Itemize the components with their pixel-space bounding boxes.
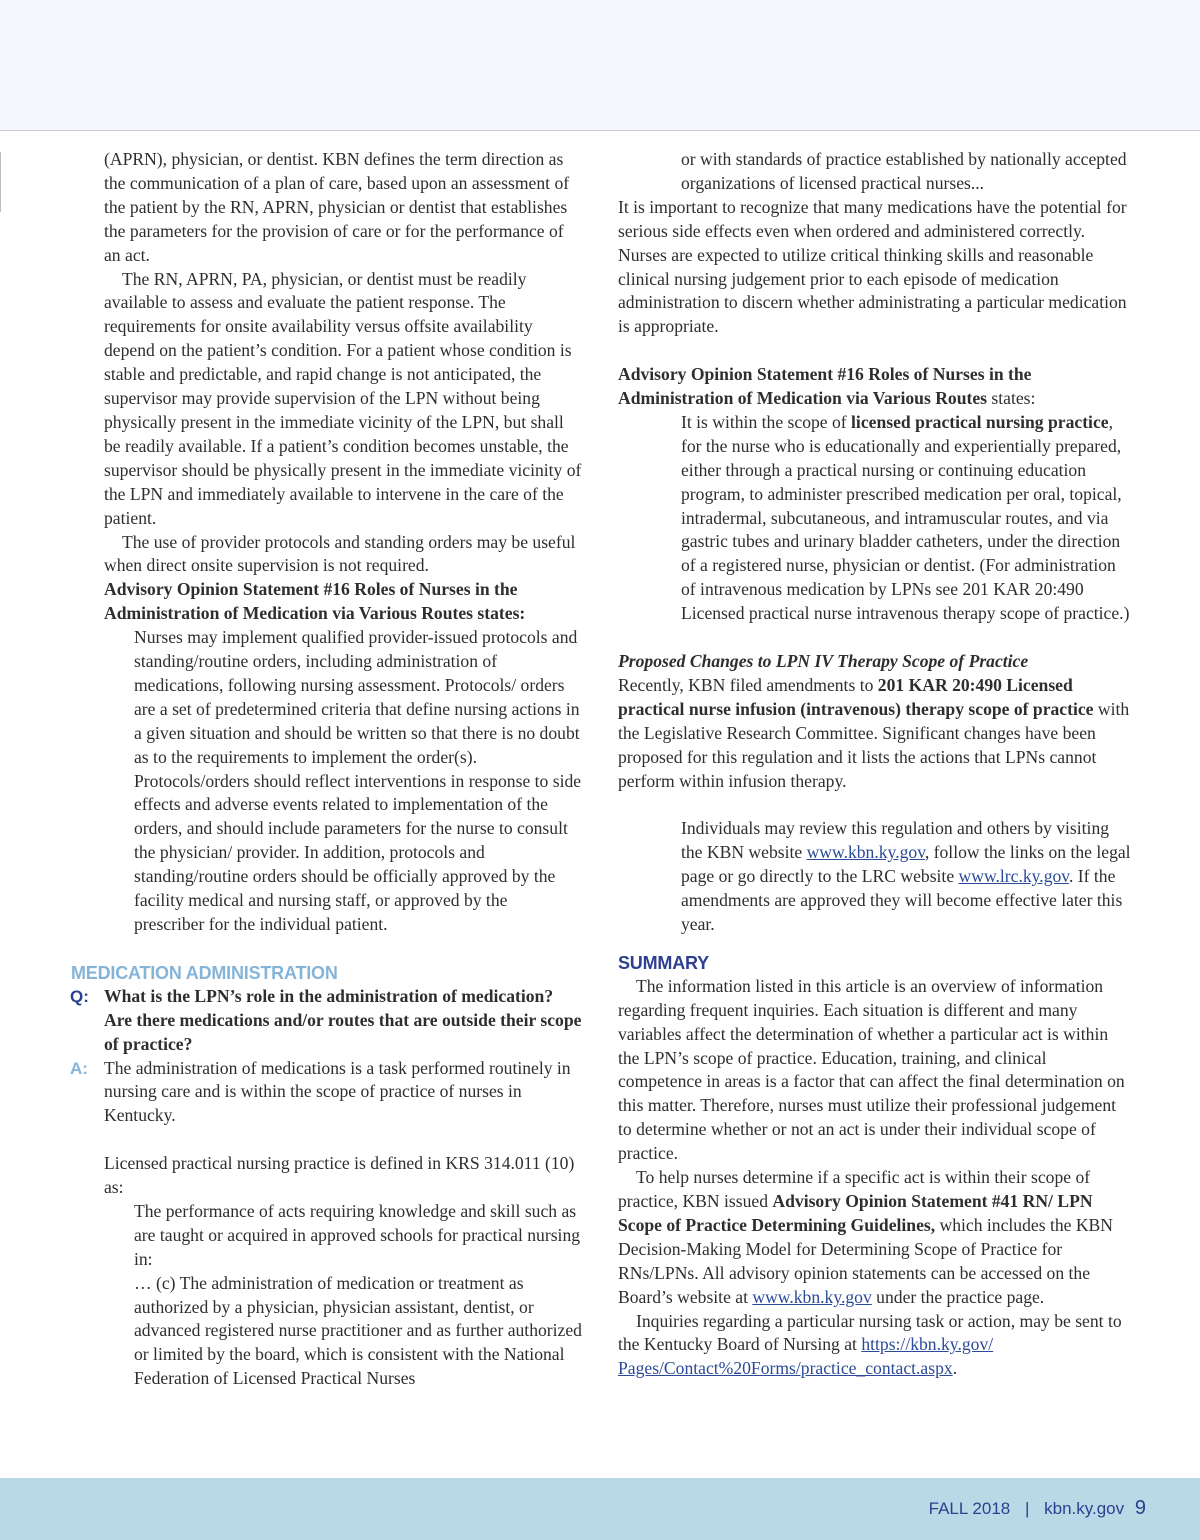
issue-label: FALL 2018 — [928, 1499, 1011, 1518]
block-quote: Individuals may review this regulation and others by visiting the KBN website www.kbn.ky.gov, follow the links on the legal page or go directly to the LRC website www.lrc.ky.gov. If the amendments are approved they will become effective later this year. — [681, 818, 1131, 934]
block-quote: … (c) The administration of medication or treatment as authorized by a physician, physician assistant, dentist, or advanced registered nurse practitioner and as further authorized or limited by the board, which is consistent with the National Federation of Licensed Practical Nurses — [134, 1272, 582, 1389]
left-column — [70, 148, 582, 1391]
right-column — [618, 148, 1133, 1381]
kbn-link[interactable]: www.kbn.ky.gov — [806, 842, 925, 863]
advisory-opinion-title: Advisory Opinion Statement #16 Roles of Nurses in the Administration of Medication via Various Routes states: — [104, 579, 526, 624]
block-quote: The performance of acts requiring knowledge and skill such as are taught or acquired in approved schools for practical nursing in: — [134, 1200, 581, 1269]
top-band — [0, 0, 1200, 131]
answer — [70, 1057, 582, 1129]
block-quote: Nurses may implement qualified provider-issued protocols and standing/routine orders, including administration of medications, following nursing assessment. Protocols/ orders are a set of predetermined criteria that define nursing actions in a given situation and should be written so that there is no doubt as to the requirements to implement the order(s). Protocols/orders should reflect interventions in response to side effects and adverse events related to implementation of the orders, and should include parameters for the nurse to consult the physician/ provider. In addition, protocols and standing/routine orders should be officially approved by the facility medical and nursing staff, or approved by the prescriber for the individual patient. — [134, 627, 582, 934]
question-label: Q: — [70, 986, 89, 1006]
block-quote: It is within the scope of licensed practical nursing practice, for the nurse who is educationally and experientially prepared, either through a practical nursing or continuing education program, to administer prescribed medication per oral, topical, intradermal, subcutaneous, and intramuscular routes, and via gastric tubes and urinary bladder catheters, under the direction of a registered nurse, physician or dentist. (For administration of intravenous medication by LPNs see 201 KAR 20:490 Licensed practical nurse intravenous therapy scope of practice.) — [681, 411, 1130, 624]
footer-text — [929, 1497, 1146, 1520]
answer-label: A: — [70, 1058, 88, 1078]
section-heading: MEDICATION ADMINISTRATION — [71, 962, 338, 983]
subsection-title: Proposed Changes to LPN IV Therapy Scope of Practice — [618, 651, 1029, 671]
paragraph: The RN, APRN, PA, physician, or dentist must be readily available to assess and evaluate the patient response. The requirements for onsite availability versus offsite availability depend on the patient’s condition. For a patient whose condition is stable and predictable, and rapid change is not anticipated, the supervisor may provide supervision of the LPN without being physically present in the immediate vicinity of the LPN, but shall be readily available. If a patient’s condition becomes unstable, the supervisor should be physically present in the immediate vicinity of the LPN and immediately available to intervene in the care of the patient. — [104, 268, 582, 528]
paragraph: Inquiries regarding a particular nursing task or action, may be sent to the Kentucky Board of Nursing at https://kbn.ky.gov/ Pages/Contact%20Forms/practice_contact.aspx. — [618, 1310, 1122, 1379]
kbn-link[interactable]: www.kbn.ky.gov — [752, 1286, 872, 1307]
paragraph: The information listed in this article is an overview of information regarding frequent inquiries. Each situation is different and many variables affect the determination of whether a particular act is within the LPN’s scope of practice. Education, training, and clinical competence in areas is a factor that can affect the final determination on this matter. Therefore, nurses must utilize their professional judgement to determine whether or not an act is under their individual scope of practice. — [618, 975, 1125, 1164]
paragraph: The use of provider protocols and standing orders may be useful when direct onsite supervision is not required. — [104, 531, 576, 576]
paragraph: Recently, KBN filed amendments to 201 KAR 20:490 Licensed practical nurse infusion (intravenous) therapy scope of practice with the Legislative Research Committee. Significant changes have been proposed for this regulation and it lists the actions that LPNs cannot perform within infusion therapy. — [618, 674, 1130, 791]
lrc-link[interactable]: www.lrc.ky.gov — [958, 866, 1069, 887]
contact-form-link[interactable]: https://kbn.ky.gov/ Pages/Contact%20Forms/practice_contact.aspx — [618, 1334, 994, 1379]
block-quote: or with standards of practice established by nationally accepted organizations of licensed practical nurses... — [681, 149, 1127, 193]
section-heading: SUMMARY — [618, 952, 709, 973]
advisory-opinion-title: Advisory Opinion Statement #16 Roles of Nurses in the Administration of Medication via Various Routes states: — [618, 364, 1036, 409]
paragraph: It is important to recognize that many medications have the potential for serious side effects even when ordered and administered correctly. Nurses are expected to utilize critical thinking skills and reasonable clinical nursing judgement prior to each episode of medication administration to discern whether administrating a particular medication is appropriate. — [618, 196, 1127, 337]
margin-rule — [0, 152, 1, 212]
site-label: kbn.ky.gov — [1044, 1499, 1125, 1518]
footer — [0, 1478, 1200, 1540]
question-text: What is the LPN’s role in the administration of medication? Are there medications and/or routes that are outside their scope of practice? — [104, 985, 582, 1054]
paragraph: Licensed practical nursing practice is defined in KRS 314.011 (10) as: — [104, 1153, 575, 1198]
question — [70, 985, 582, 1057]
answer-text: The administration of medications is a task performed routinely in nursing care and is within the scope of practice of nurses in Kentucky. — [104, 1057, 571, 1126]
page-number: 9 — [1134, 1497, 1146, 1519]
paragraph: (APRN), physician, or dentist. KBN defines the term direction as the communication of a plan of care, based upon an assessment of the patient by the RN, APRN, physician or dentist that establishes the parameters for the provision of care or for the performance of an act. — [104, 149, 570, 265]
footer-separator: | — [1024, 1499, 1030, 1518]
paragraph: To help nurses determine if a specific act is within their scope of practice, KBN issued Advisory Opinion Statement #41 RN/ LPN Scope of Practice Determining Guidelines, which includes the KBN Decision-Making Model for Determining Scope of Practice for RNs/LPNs. All advisory opinion statements can be accessed on the Board’s website at www.kbn.ky.gov under the practice page. — [618, 1167, 1113, 1307]
